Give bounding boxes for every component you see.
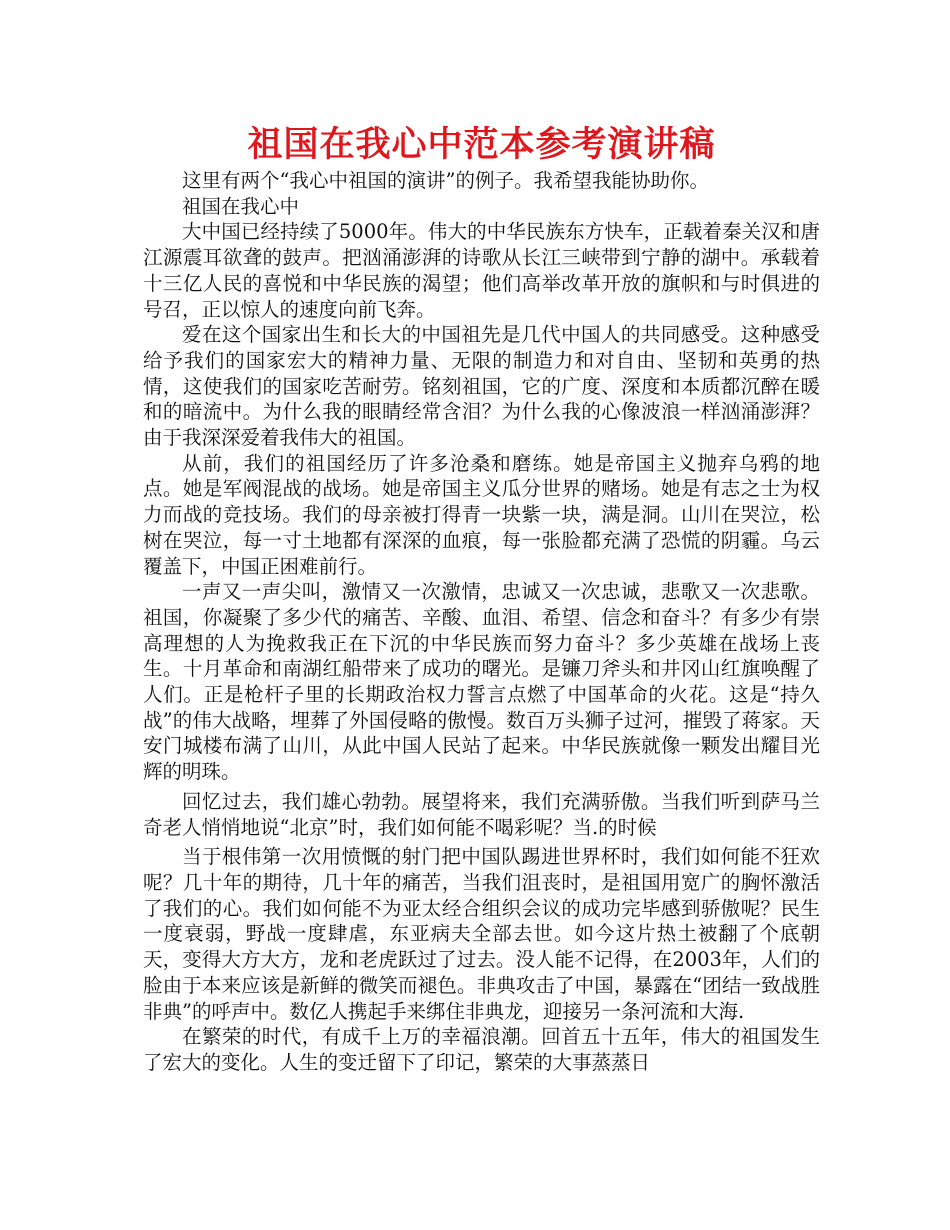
paragraph: 当于根伟第一次用愤慨的射门把中国队踢进世界杯时，我们如何能不狂欢呢？几十年的期待，几十年的痛苦，当我们沮丧时，是祖国用宽广的胸怀激活了我们的心。我们如何能不为亚太经合组织会议的成功完毕感到骄傲呢？民生一度衰弱，野战一度肆虐，东亚病夫全部去世。如今这片热土被翻了个底朝天，变得大方大方，龙和老虎跃过了过去。没人能不记得，在2003年，人们的脸由于本来应该是新鲜的微笑而褪色。非典攻击了中国，暴露在“团结一致战胜非典”的呼声中。数亿人携起手来绑住非典龙，迎接另一条河流和大海. xyxy=(143,845,820,1023)
paragraph: 一声又一声尖叫，激情又一次激情，忠诚又一次忠诚，悲歌又一次悲歌。祖国，你凝聚了多少代的痛苦、辛酸、血泪、希望、信念和奋斗？有多少有崇高理想的人为挽救我正在下沉的中华民族而努力奋斗？多少英雄在战场上丧生。十月革命和南湖红船带来了成功的曙光。是镰刀斧头和井冈山红旗唤醒了人们。正是枪杆子里的长期政治权力誓言点燃了中国革命的火花。这是“持久战”的伟大战略，埋葬了外国侵略的傲慢。数百万头狮子过河，摧毁了蒋家。天安门城楼布满了山川，从此中国人民站了起来。中华民族就像一颗发出耀目光辉的明珠。 xyxy=(143,580,820,784)
paragraph: 从前，我们的祖国经历了许多沧桑和磨练。她是帝国主义抛弃乌鸦的地点。她是军阀混战的战场。她是帝国主义瓜分世界的赌场。她是有志之士为权力而战的竞技场。我们的母亲被打得青一块紫一块，满是洞。山川在哭泣，松树在哭泣，每一寸土地都有深深的血痕，每一张脸都充满了恐慌的阴霾。乌云覆盖下，中国正困难前行。 xyxy=(143,451,820,578)
document-body xyxy=(143,168,820,1076)
paragraph-intro: 这里有两个“我心中祖国的演讲”的例子。我希望我能协助你。 xyxy=(182,169,709,192)
paragraph: 回忆过去，我们雄心勃勃。展望将来，我们充满骄傲。当我们听到萨马兰奇老人悄悄地说“北京”时，我们如何能不喝彩呢？当.的时候 xyxy=(143,789,820,839)
paragraph: 在繁荣的时代，有成千上万的幸福浪潮。回首五十五年，伟大的祖国发生了宏大的变化。人生的变迁留下了印记，繁荣的大事蒸蒸日 xyxy=(143,1025,820,1074)
paragraph: 爱在这个国家出生和长大的中国祖先是几代中国人的共同感受。这种感受给予我们的国家宏大的精神力量、无限的制造力和对自由、坚韧和英勇的热情，这使我们的国家吃苦耐劳。铭刻祖国，它的广度、深度和本质都沉醉在暖和的暗流中。为什么我的眼睛经常含泪？为什么我的心像波浪一样汹涌澎湃？由于我深深爱着我伟大的祖国。 xyxy=(143,323,820,450)
paragraph-subtitle: 祖国在我心中 xyxy=(182,194,300,218)
document-title: 祖国在我心中范本参考演讲稿 xyxy=(247,125,716,165)
paragraph: 大中国已经持续了5000年。伟大的中华民族东方快车，正载着秦关汉和唐江源震耳欲聋的鼓声。把汹涌澎湃的诗歌从长江三峡带到宁静的湖中。承载着十三亿人民的喜悦和中华民族的渴望；他们高举改革开放的旗帜和与时俱进的号召，正以惊人的速度向前飞奔。 xyxy=(143,220,820,321)
